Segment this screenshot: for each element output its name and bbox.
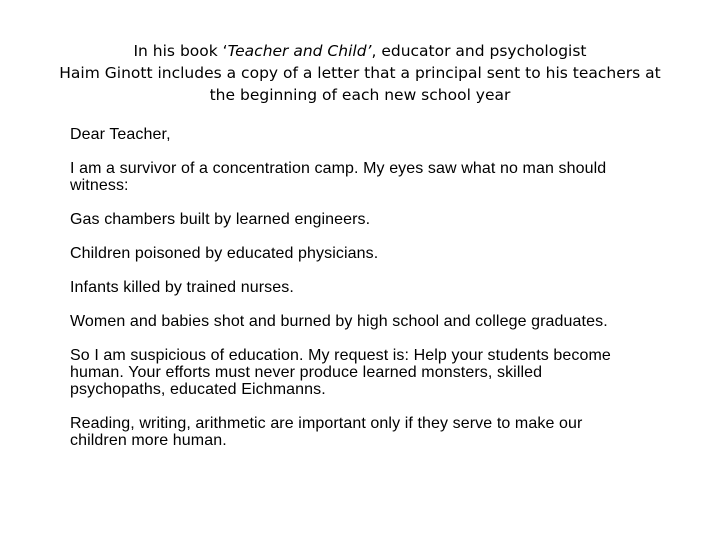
letter-line: Children poisoned by educated physicians. — [70, 245, 379, 262]
letter-paragraph — [70, 313, 690, 330]
letter-paragraph — [70, 211, 690, 228]
letter-paragraph — [70, 347, 690, 398]
book-title: Teacher and Child’ — [227, 42, 372, 60]
greeting-text: Dear Teacher, — [70, 126, 171, 143]
letter-greeting — [70, 126, 690, 143]
intro-line-3: the beginning of each new school year — [209, 86, 511, 104]
letter-paragraph — [70, 415, 690, 449]
letter — [70, 126, 690, 466]
letter-line: Women and babies shot and burned by high school and college graduates. — [70, 313, 608, 330]
letter-line: So I am suspicious of education. My request is: Help your students become — [70, 347, 611, 364]
intro-text — [20, 40, 700, 106]
letter-line: Infants killed by trained nurses. — [70, 279, 294, 296]
letter-paragraph — [70, 160, 690, 194]
intro-line-2: Haim Ginott includes a copy of a letter that a principal sent to his teachers at — [59, 64, 661, 82]
letter-line: Gas chambers built by learned engineers. — [70, 211, 371, 228]
letter-paragraph — [70, 279, 690, 296]
letter-paragraph — [70, 245, 690, 262]
letter-line: witness: — [70, 177, 129, 194]
letter-line: psychopaths, educated Eichmanns. — [70, 381, 326, 398]
intro-line-1-prefix: In his book ‘ — [133, 42, 228, 60]
intro-line-1-suffix: , educator and psychologist — [371, 42, 587, 60]
letter-line: human. Your efforts must never produce learned monsters, skilled — [70, 364, 543, 381]
letter-line: Reading, writing, arithmetic are important only if they serve to make our — [70, 415, 583, 432]
letter-line: I am a survivor of a concentration camp. My eyes saw what no man should — [70, 160, 607, 177]
intro-line-1 — [20, 40, 700, 62]
letter-line: children more human. — [70, 432, 227, 449]
